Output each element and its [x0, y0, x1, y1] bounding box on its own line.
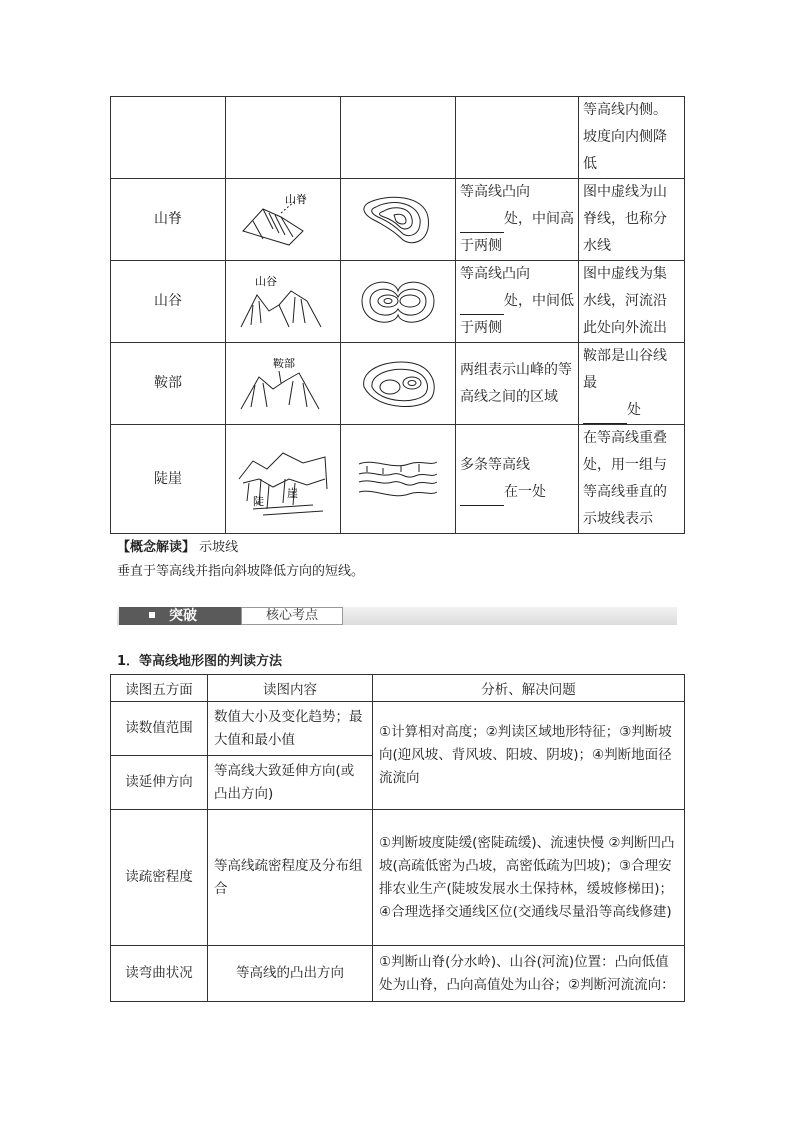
analysis-cell: ①计算相对高度；②判读区域地形特征；③判断坡向(迎风坡、背风坡、阳坡、阴坡)；④判断地面径流流向	[373, 702, 685, 810]
ridge-contour	[341, 179, 456, 261]
saddle-sketch-label: 鞍部	[273, 356, 295, 370]
desc-text: 多条等高线	[460, 457, 530, 473]
content-cell: 等高线大致延伸方向(或凸出方向)	[208, 756, 373, 810]
desc-text: 处，中间低于两侧	[460, 293, 574, 336]
aspect-cell: 读疏密程度	[111, 810, 208, 946]
concept-tag: 【概念解读】	[117, 540, 196, 555]
landform-name: 鞍部	[111, 343, 226, 425]
concept-heading	[117, 536, 238, 555]
table-cell	[456, 425, 579, 534]
table-row	[111, 425, 685, 534]
landform-name: 陡崖	[111, 425, 226, 534]
cliff-sketch-label-a: 陡	[253, 495, 264, 508]
cliff-sketch	[226, 425, 341, 534]
square-bullet-icon	[149, 612, 155, 618]
table-header-row	[111, 675, 685, 702]
table-row	[111, 702, 685, 756]
table-cell	[226, 97, 341, 179]
valley-contour	[341, 261, 456, 343]
landform-table	[110, 96, 685, 534]
column-header: 分析、解决问题	[373, 675, 685, 702]
answer-blank	[583, 407, 627, 424]
ridge-sketch	[226, 179, 341, 261]
table-cell	[579, 343, 685, 425]
table-cell: 等高线内侧。坡度向内侧降低	[579, 97, 685, 179]
table-row	[111, 946, 685, 1002]
concept-title: 示坡线	[199, 540, 239, 555]
table-cell: 两组表示山峰的等高线之间的区域	[456, 343, 579, 425]
table-cell	[341, 97, 456, 179]
answer-blank	[460, 298, 504, 315]
table-row	[111, 179, 685, 261]
table-cell: 图中虚线为山脊线，也称分水线	[579, 179, 685, 261]
landform-name: 山脊	[111, 179, 226, 261]
content-cell: 数值大小及变化趋势；最大值和最小值	[208, 702, 373, 756]
table-cell	[456, 261, 579, 343]
aspect-cell: 读数值范围	[111, 702, 208, 756]
banner-light-tab: 核心考点	[241, 607, 343, 625]
valley-sketch	[226, 261, 341, 343]
banner-dark-tab	[119, 607, 241, 625]
content-cell: 等高线疏密程度及分布组合	[208, 810, 373, 946]
note-text: 处	[627, 402, 641, 418]
concept-definition: 垂直于等高线并指向斜坡降低方向的短线。	[117, 564, 365, 579]
desc-text: 等高线凸向	[460, 266, 530, 282]
answer-blank	[460, 489, 504, 506]
valley-sketch-label: 山谷	[255, 274, 277, 288]
analysis-cell: ①判断坡度陡缓(密陡疏缓)、流速快慢 ②判断凹凸坡(高疏低密为凸坡，高密低疏为凹坡)；③合理安排农业生产(陡坡发展水土保持林，缓坡修梯田)；④合理选择交通线区位(交通线尽量沿等高线修建)	[373, 810, 685, 946]
desc-text: 在一处	[504, 484, 546, 500]
section-title: 1．等高线地形图的判读方法	[117, 654, 283, 669]
banner-dark-label: 突破	[169, 608, 197, 624]
table-row	[111, 810, 685, 946]
analysis-cell: ①判断山脊(分水岭)、山谷(河流)位置：凸向低值处为山脊，凸向高值处为山谷；②判断河流流向：	[373, 946, 685, 1002]
reading-method-table	[110, 674, 685, 1002]
column-header: 读图五方面	[111, 675, 208, 702]
aspect-cell: 读延伸方向	[111, 756, 208, 810]
section-banner	[117, 603, 677, 631]
table-row	[111, 343, 685, 425]
desc-text: 处，中间高于两侧	[460, 211, 574, 254]
answer-blank	[460, 216, 504, 233]
table-cell: 图中虚线为集水线，河流沿此处向外流出	[579, 261, 685, 343]
saddle-sketch	[226, 343, 341, 425]
table-row	[111, 261, 685, 343]
note-text: 鞍部是山谷线最	[583, 348, 667, 391]
column-header: 读图内容	[208, 675, 373, 702]
table-cell	[456, 179, 579, 261]
saddle-contour	[341, 343, 456, 425]
content-cell: 等高线的凸出方向	[208, 946, 373, 1002]
cliff-contour	[341, 425, 456, 534]
desc-text: 等高线凸向	[460, 184, 530, 200]
table-cell	[456, 97, 579, 179]
table-cell	[111, 97, 226, 179]
cliff-sketch-label-b: 崖	[287, 487, 298, 500]
aspect-cell: 读弯曲状况	[111, 946, 208, 1002]
landform-name: 山谷	[111, 261, 226, 343]
table-cell: 在等高线重叠处，用一组与等高线垂直的示坡线表示	[579, 425, 685, 534]
ridge-sketch-label: 山脊	[285, 192, 307, 206]
